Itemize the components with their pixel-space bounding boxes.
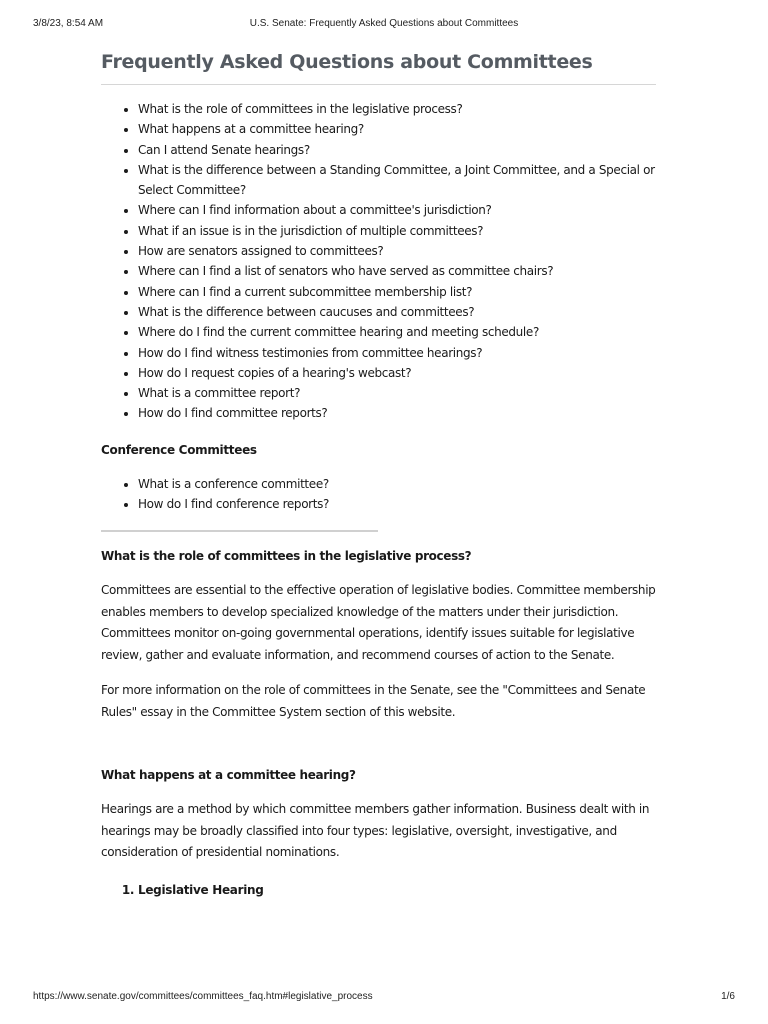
list-item: [138, 99, 656, 119]
faq-link-report[interactable]: What is a committee report?: [138, 386, 301, 401]
faq-link-committee-types[interactable]: What is the difference between a Standing Committee, a Joint Committee, and a Special or Select Committee?: [138, 162, 655, 198]
faq-link-conference-reports[interactable]: How do I find conference reports?: [138, 497, 330, 512]
faq-link-caucuses[interactable]: What is the difference between caucuses and committees?: [138, 304, 475, 319]
page-title: Frequently Asked Questions about Committees: [101, 48, 656, 85]
list-item: [138, 261, 656, 281]
list-item: [138, 302, 656, 322]
hearing-types-list: [101, 880, 656, 900]
role-paragraph-2: For more information on the role of committees in the Senate, see the "Committees and Senate Rules" essay in the Committee System section of this website.: [101, 683, 646, 719]
conference-link-list: [101, 474, 656, 515]
list-item: [138, 200, 656, 220]
hearing-section-heading: What happens at a committee hearing?: [101, 768, 356, 783]
print-url: https://www.senate.gov/committees/committees_faq.htm#legislative_process: [33, 991, 373, 1002]
role-section-heading: What is the role of committees in the legislative process?: [101, 549, 472, 564]
list-item: [138, 403, 656, 423]
faq-link-schedule[interactable]: Where do I find the current committee hearing and meeting schedule?: [138, 325, 539, 340]
faq-link-conference-committee[interactable]: What is a conference committee?: [138, 476, 329, 491]
faq-link-attend[interactable]: Can I attend Senate hearings?: [138, 142, 310, 157]
role-paragraph-1: Committees are essential to the effective operation of legislative bodies. Committee membership enables members to develop specialized knowledge of the matters under their jurisdiction. Committees monitor on-going governmental operations, identify issues suitable for legislative review, gather and evaluate information, and recommend courses of action to the Senate.: [101, 583, 656, 662]
print-page-title: U.S. Senate: Frequently Asked Questions about Committees: [249, 18, 519, 29]
main-content: [101, 48, 656, 900]
list-item: [138, 119, 656, 139]
print-date: 3/8/23, 8:54 AM: [33, 18, 104, 29]
faq-link-subcommittee[interactable]: Where can I find a current subcommittee membership list?: [138, 284, 473, 299]
list-item: [138, 160, 656, 201]
list-item: [138, 241, 656, 261]
faq-link-role[interactable]: What is the role of committees in the legislative process?: [138, 102, 463, 116]
faq-link-hearing[interactable]: What happens at a committee hearing?: [138, 122, 364, 137]
list-item: [138, 494, 656, 514]
list-item: [138, 343, 656, 363]
list-item: [138, 140, 656, 160]
list-item: [138, 383, 656, 403]
faq-link-jurisdiction[interactable]: Where can I find information about a committee's jurisdiction?: [138, 203, 492, 218]
conference-heading: Conference Committees: [101, 442, 257, 457]
list-item: [138, 363, 656, 383]
list-item: [138, 282, 656, 302]
faq-link-list: [101, 99, 656, 424]
hearing-paragraph: Hearings are a method by which committee members gather information. Business dealt with in hearings may be broadly classified into four types: legislative, oversight, investigative, and consideration of presidential nominations.: [101, 802, 650, 860]
page-number: 1/6: [721, 991, 735, 1002]
faq-link-webcast[interactable]: How do I request copies of a hearing's webcast?: [138, 365, 412, 380]
print-footer: [33, 991, 735, 1005]
list-item: [138, 474, 656, 494]
faq-link-testimonies[interactable]: How do I find witness testimonies from committee hearings?: [138, 345, 483, 360]
list-item: [138, 322, 656, 342]
section-divider: [101, 530, 378, 532]
faq-link-multiple-jurisdiction[interactable]: What if an issue is in the jurisdiction of multiple committees?: [138, 223, 484, 238]
faq-link-find-reports[interactable]: How do I find committee reports?: [138, 406, 328, 421]
print-header: [33, 18, 735, 32]
list-item: 1. Legislative Hearing: [138, 880, 656, 900]
faq-link-chairs[interactable]: Where can I find a list of senators who have served as committee chairs?: [138, 264, 554, 279]
list-item: [138, 221, 656, 241]
faq-link-assignment[interactable]: How are senators assigned to committees?: [138, 244, 384, 259]
